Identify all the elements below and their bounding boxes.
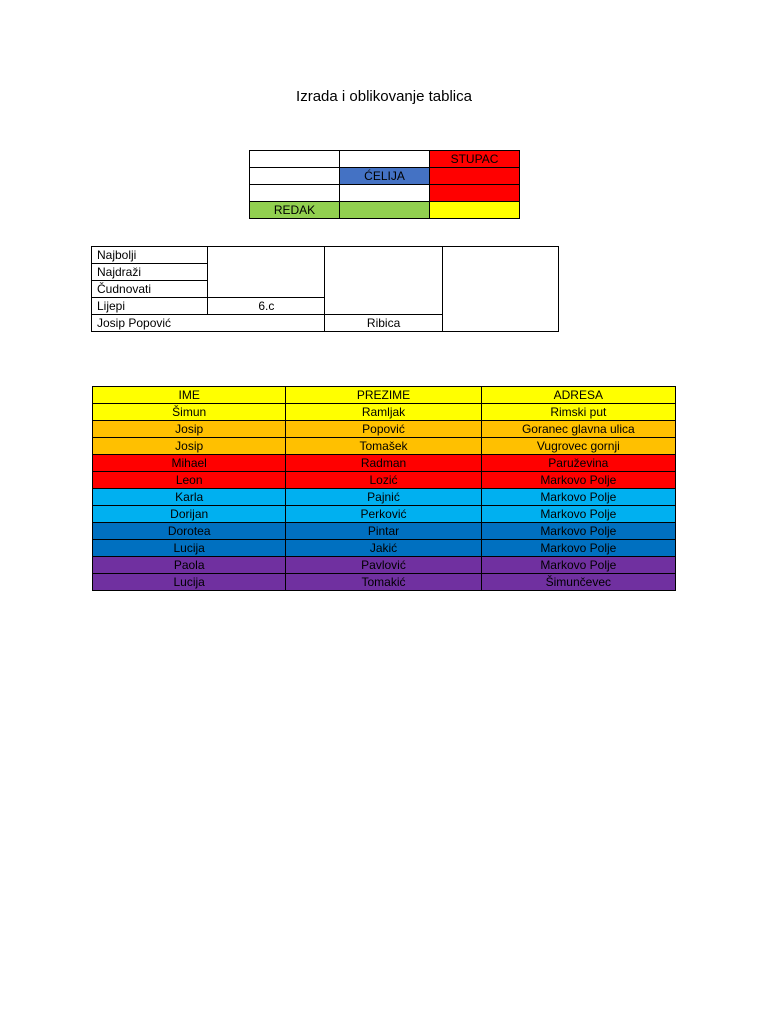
- cell-prezime: Pavlović: [286, 557, 481, 574]
- table-row: [93, 404, 676, 421]
- label-cell-cudnovati: Čudnovati: [92, 281, 208, 298]
- demo-table-cell: [340, 185, 430, 202]
- header-ime: IME: [93, 387, 286, 404]
- table-row: [93, 489, 676, 506]
- ribica-cell: Ribica: [325, 315, 442, 332]
- cell-adresa: Markovo Polje: [481, 540, 675, 557]
- demo-table-cell: STUPAC: [430, 151, 520, 168]
- cell-adresa: Markovo Polje: [481, 506, 675, 523]
- label-cell-najbolji: Najbolji: [92, 247, 208, 264]
- people-table: [92, 386, 676, 591]
- cell-prezime: Pajnić: [286, 489, 481, 506]
- table-row: [93, 523, 676, 540]
- name-cell: Josip Popović: [92, 315, 325, 332]
- cell-adresa: Markovo Polje: [481, 557, 675, 574]
- demo-table-cell: ĆELIJA: [340, 168, 430, 185]
- cell-prezime: Ramljak: [286, 404, 481, 421]
- page-title: Izrada i oblikovanje tablica: [296, 88, 472, 105]
- cell-ime: Lucija: [93, 540, 286, 557]
- table-row: [93, 421, 676, 438]
- merged-cell-tall: [325, 247, 442, 315]
- table-row: [93, 557, 676, 574]
- cell-ime: Josip: [93, 438, 286, 455]
- cell-prezime: Popović: [286, 421, 481, 438]
- label-cell-lijepi: Lijepi: [92, 298, 208, 315]
- cell-ime: Lucija: [93, 574, 286, 591]
- cell-ime: Dorotea: [93, 523, 286, 540]
- cell-prezime: Lozić: [286, 472, 481, 489]
- cell-prezime: Tomakić: [286, 574, 481, 591]
- merged-cell-block: [208, 247, 325, 298]
- demo-table-cell: [250, 185, 340, 202]
- header-adresa: ADRESA: [481, 387, 675, 404]
- demo-table-row: [250, 202, 520, 219]
- cell-adresa: Rimski put: [481, 404, 675, 421]
- value-cell-lijepi: 6.c: [208, 298, 325, 315]
- cell-prezime: Perković: [286, 506, 481, 523]
- table-row: [93, 472, 676, 489]
- cell-ime: Šimun: [93, 404, 286, 421]
- merged-cells-table: [91, 246, 559, 332]
- demo-table-row: [250, 185, 520, 202]
- table-row: [93, 438, 676, 455]
- merged-cell-full: [442, 247, 558, 332]
- cell-ime: Paola: [93, 557, 286, 574]
- cell-adresa: Šimunčevec: [481, 574, 675, 591]
- cell-adresa: Paruževina: [481, 455, 675, 472]
- header-prezime: PREZIME: [286, 387, 481, 404]
- cell-prezime: Radman: [286, 455, 481, 472]
- label-cell-najdrazi: Najdraži: [92, 264, 208, 281]
- demo-table-row: [250, 168, 520, 185]
- demo-table-cell: [340, 202, 430, 219]
- demo-table-cell: [340, 151, 430, 168]
- cell-prezime: Pintar: [286, 523, 481, 540]
- cell-adresa: Goranec glavna ulica: [481, 421, 675, 438]
- cell-ime: Dorijan: [93, 506, 286, 523]
- cell-adresa: Markovo Polje: [481, 489, 675, 506]
- cell-adresa: Vugrovec gornji: [481, 438, 675, 455]
- table-row: [93, 455, 676, 472]
- demo-table-cell: [430, 202, 520, 219]
- demo-table-row: [250, 151, 520, 168]
- cell-ime: Josip: [93, 421, 286, 438]
- cell-ime: Mihael: [93, 455, 286, 472]
- table-row: [93, 574, 676, 591]
- demo-table-cell: [430, 185, 520, 202]
- cell-ime: Karla: [93, 489, 286, 506]
- table-row: [93, 506, 676, 523]
- cell-adresa: Markovo Polje: [481, 523, 675, 540]
- demo-table-cell: [250, 151, 340, 168]
- demo-table-cell: REDAK: [250, 202, 340, 219]
- demo-table-cell: [430, 168, 520, 185]
- cell-prezime: Jakić: [286, 540, 481, 557]
- cell-ime: Leon: [93, 472, 286, 489]
- cell-prezime: Tomašek: [286, 438, 481, 455]
- people-table-header-row: [93, 387, 676, 404]
- cell-adresa: Markovo Polje: [481, 472, 675, 489]
- demo-table-cell: [250, 168, 340, 185]
- demo-table: [249, 150, 520, 219]
- table-row: [93, 540, 676, 557]
